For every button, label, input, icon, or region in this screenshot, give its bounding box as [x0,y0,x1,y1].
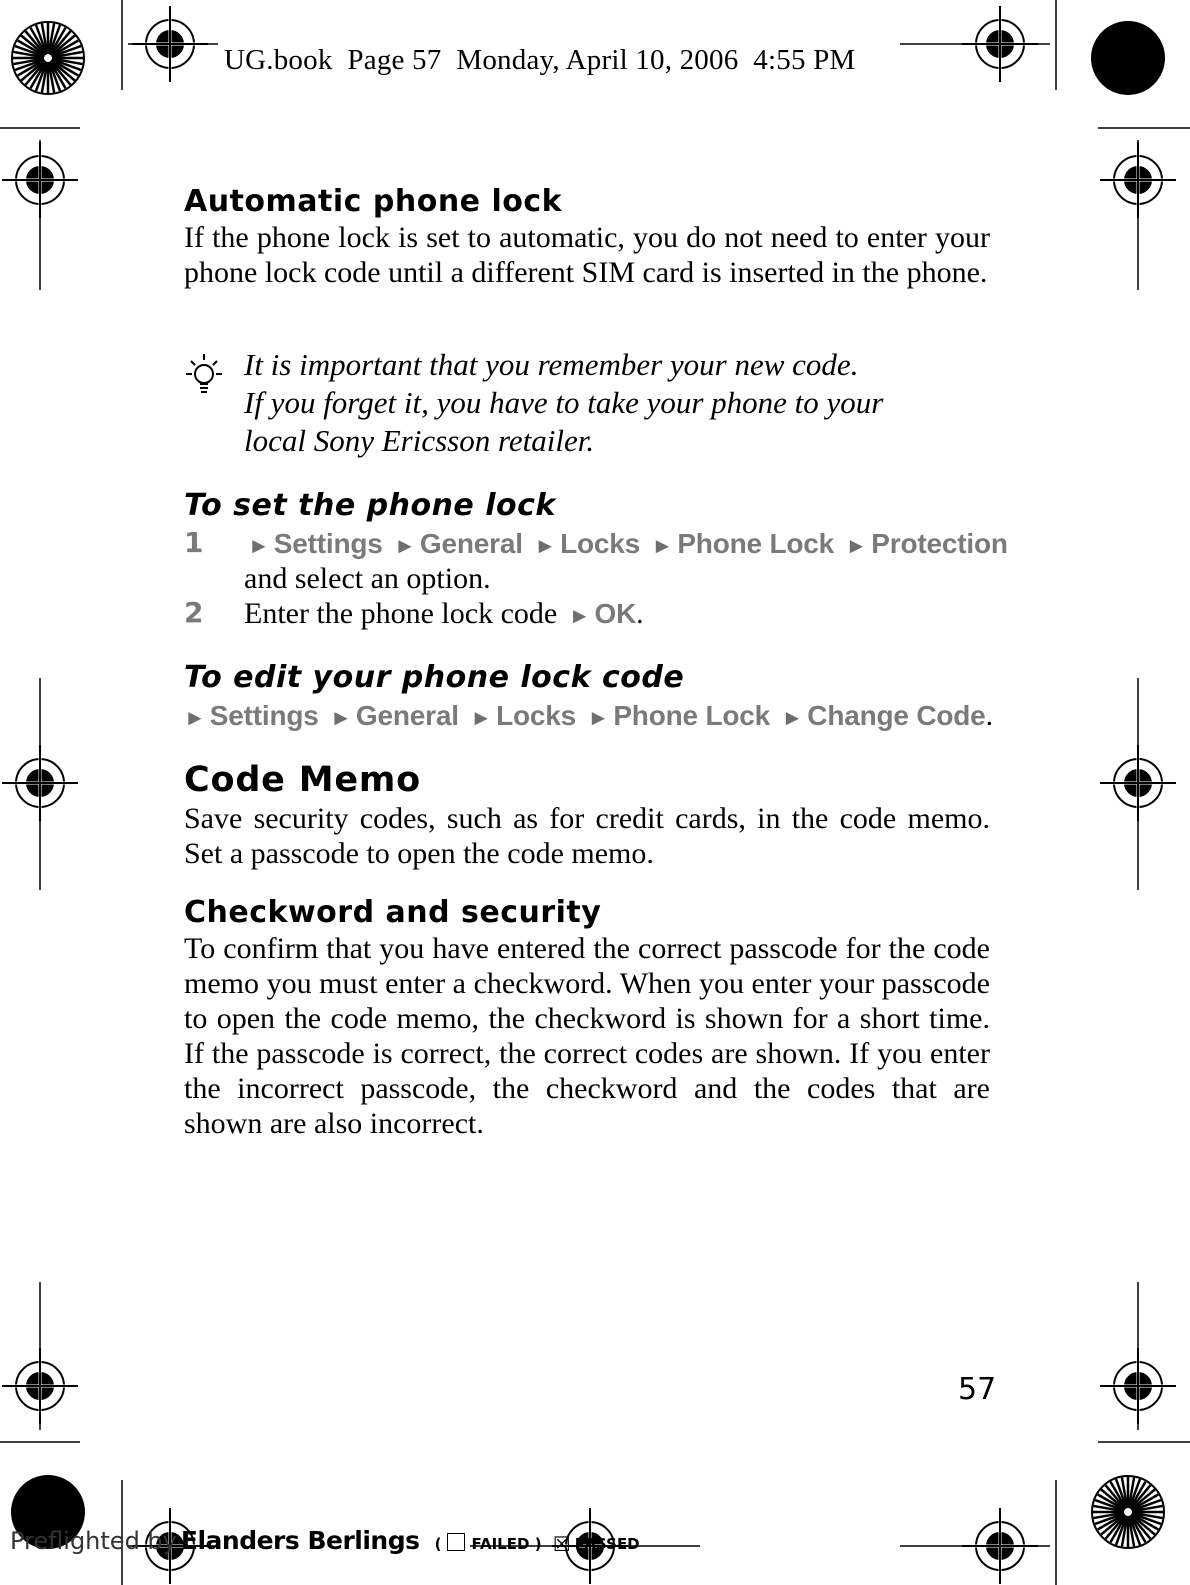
arrow-icon: ► [394,533,416,558]
step2-end: . [636,597,644,630]
heading-set-phone-lock: To set the phone lock [184,488,556,523]
tip-line: local Sony Ericsson retailer. [244,423,595,458]
menu-item: Protection [871,528,1008,559]
arrow-icon: ► [845,533,868,558]
path-end: . [985,699,994,732]
checkword-body: To confirm that you have entered the correct passcode for the code memo you must enter a checkword. When you enter your passcode to open the code memo, the checkword is shown for a short time. If the passcode is correct, the correct codes are shown. If you enter the incorrect passcode, the checkword and the codes that are shown are also incorrect. [184,932,990,1140]
menu-item: Locks [496,700,577,731]
arrow-icon: ► [534,533,557,558]
menu-item: Locks [560,528,641,559]
menu-item: General [419,528,523,559]
passed-checkbox: ☒ [552,1532,571,1556]
arrow-icon: ► [568,603,591,628]
menu-item: Settings [209,700,319,731]
heading-automatic-phone-lock: Automatic phone lock [184,184,563,219]
step-number: 2 [184,596,204,629]
step2-label: Enter the phone lock code [244,597,558,630]
arrow-icon: ► [587,705,610,730]
auto-lock-body: If the phone lock is set to automatic, you do not need to enter your phone lock code until a different SIM card is inserted in the phone. [184,221,990,289]
failed-label: FAILED [471,1535,530,1553]
failed-checkbox [447,1533,465,1551]
arrow-icon: ► [651,533,674,558]
edit-code-menu-path [184,698,993,735]
preflight-label: Preflighted by [10,1527,177,1555]
running-header: UG.book Page 57 Monday, April 10, 2006 4:55 PM [224,44,856,76]
menu-item: Settings [273,528,383,559]
open-paren: ( [434,1535,442,1553]
menu-item: Phone Lock [677,528,835,559]
arrow-icon: ► [330,705,352,730]
close-paren: ) [534,1535,542,1553]
tip-line: If you forget it, you have to take your phone to your [244,385,884,420]
tip-line: It is important that you remember your new code. [244,347,859,382]
menu-item: Phone Lock [613,700,771,731]
arrow-icon: ► [184,705,206,730]
step1-tail: and select an option. [244,562,491,595]
arrow-icon: ► [470,705,493,730]
tip-note [244,346,964,460]
code-memo-body: Save security codes, such as for credit cards, in the code memo. Set a passcode to open the code memo. [184,802,990,870]
arrow-icon: ► [781,705,804,730]
step2-text [244,596,644,633]
passed-label: PASSED [574,1535,640,1553]
menu-item: Change Code [807,700,986,731]
heading-code-memo: Code Memo [184,760,421,800]
lightbulb-icon [182,350,230,402]
arrow-icon: ► [248,533,270,558]
heading-edit-phone-lock-code: To edit your phone lock code [184,660,685,695]
page-number: 57 [958,1372,997,1407]
heading-checkword-security: Checkword and security [184,895,602,930]
preflight-status [434,1532,640,1556]
preflight-footer [10,1526,640,1555]
menu-item: General [355,700,459,731]
step1-menu-path [244,526,1008,563]
menu-item: OK [594,598,637,629]
brand-logo-text: Elanders Berlings [180,1526,420,1555]
step-number: 1 [184,526,204,559]
